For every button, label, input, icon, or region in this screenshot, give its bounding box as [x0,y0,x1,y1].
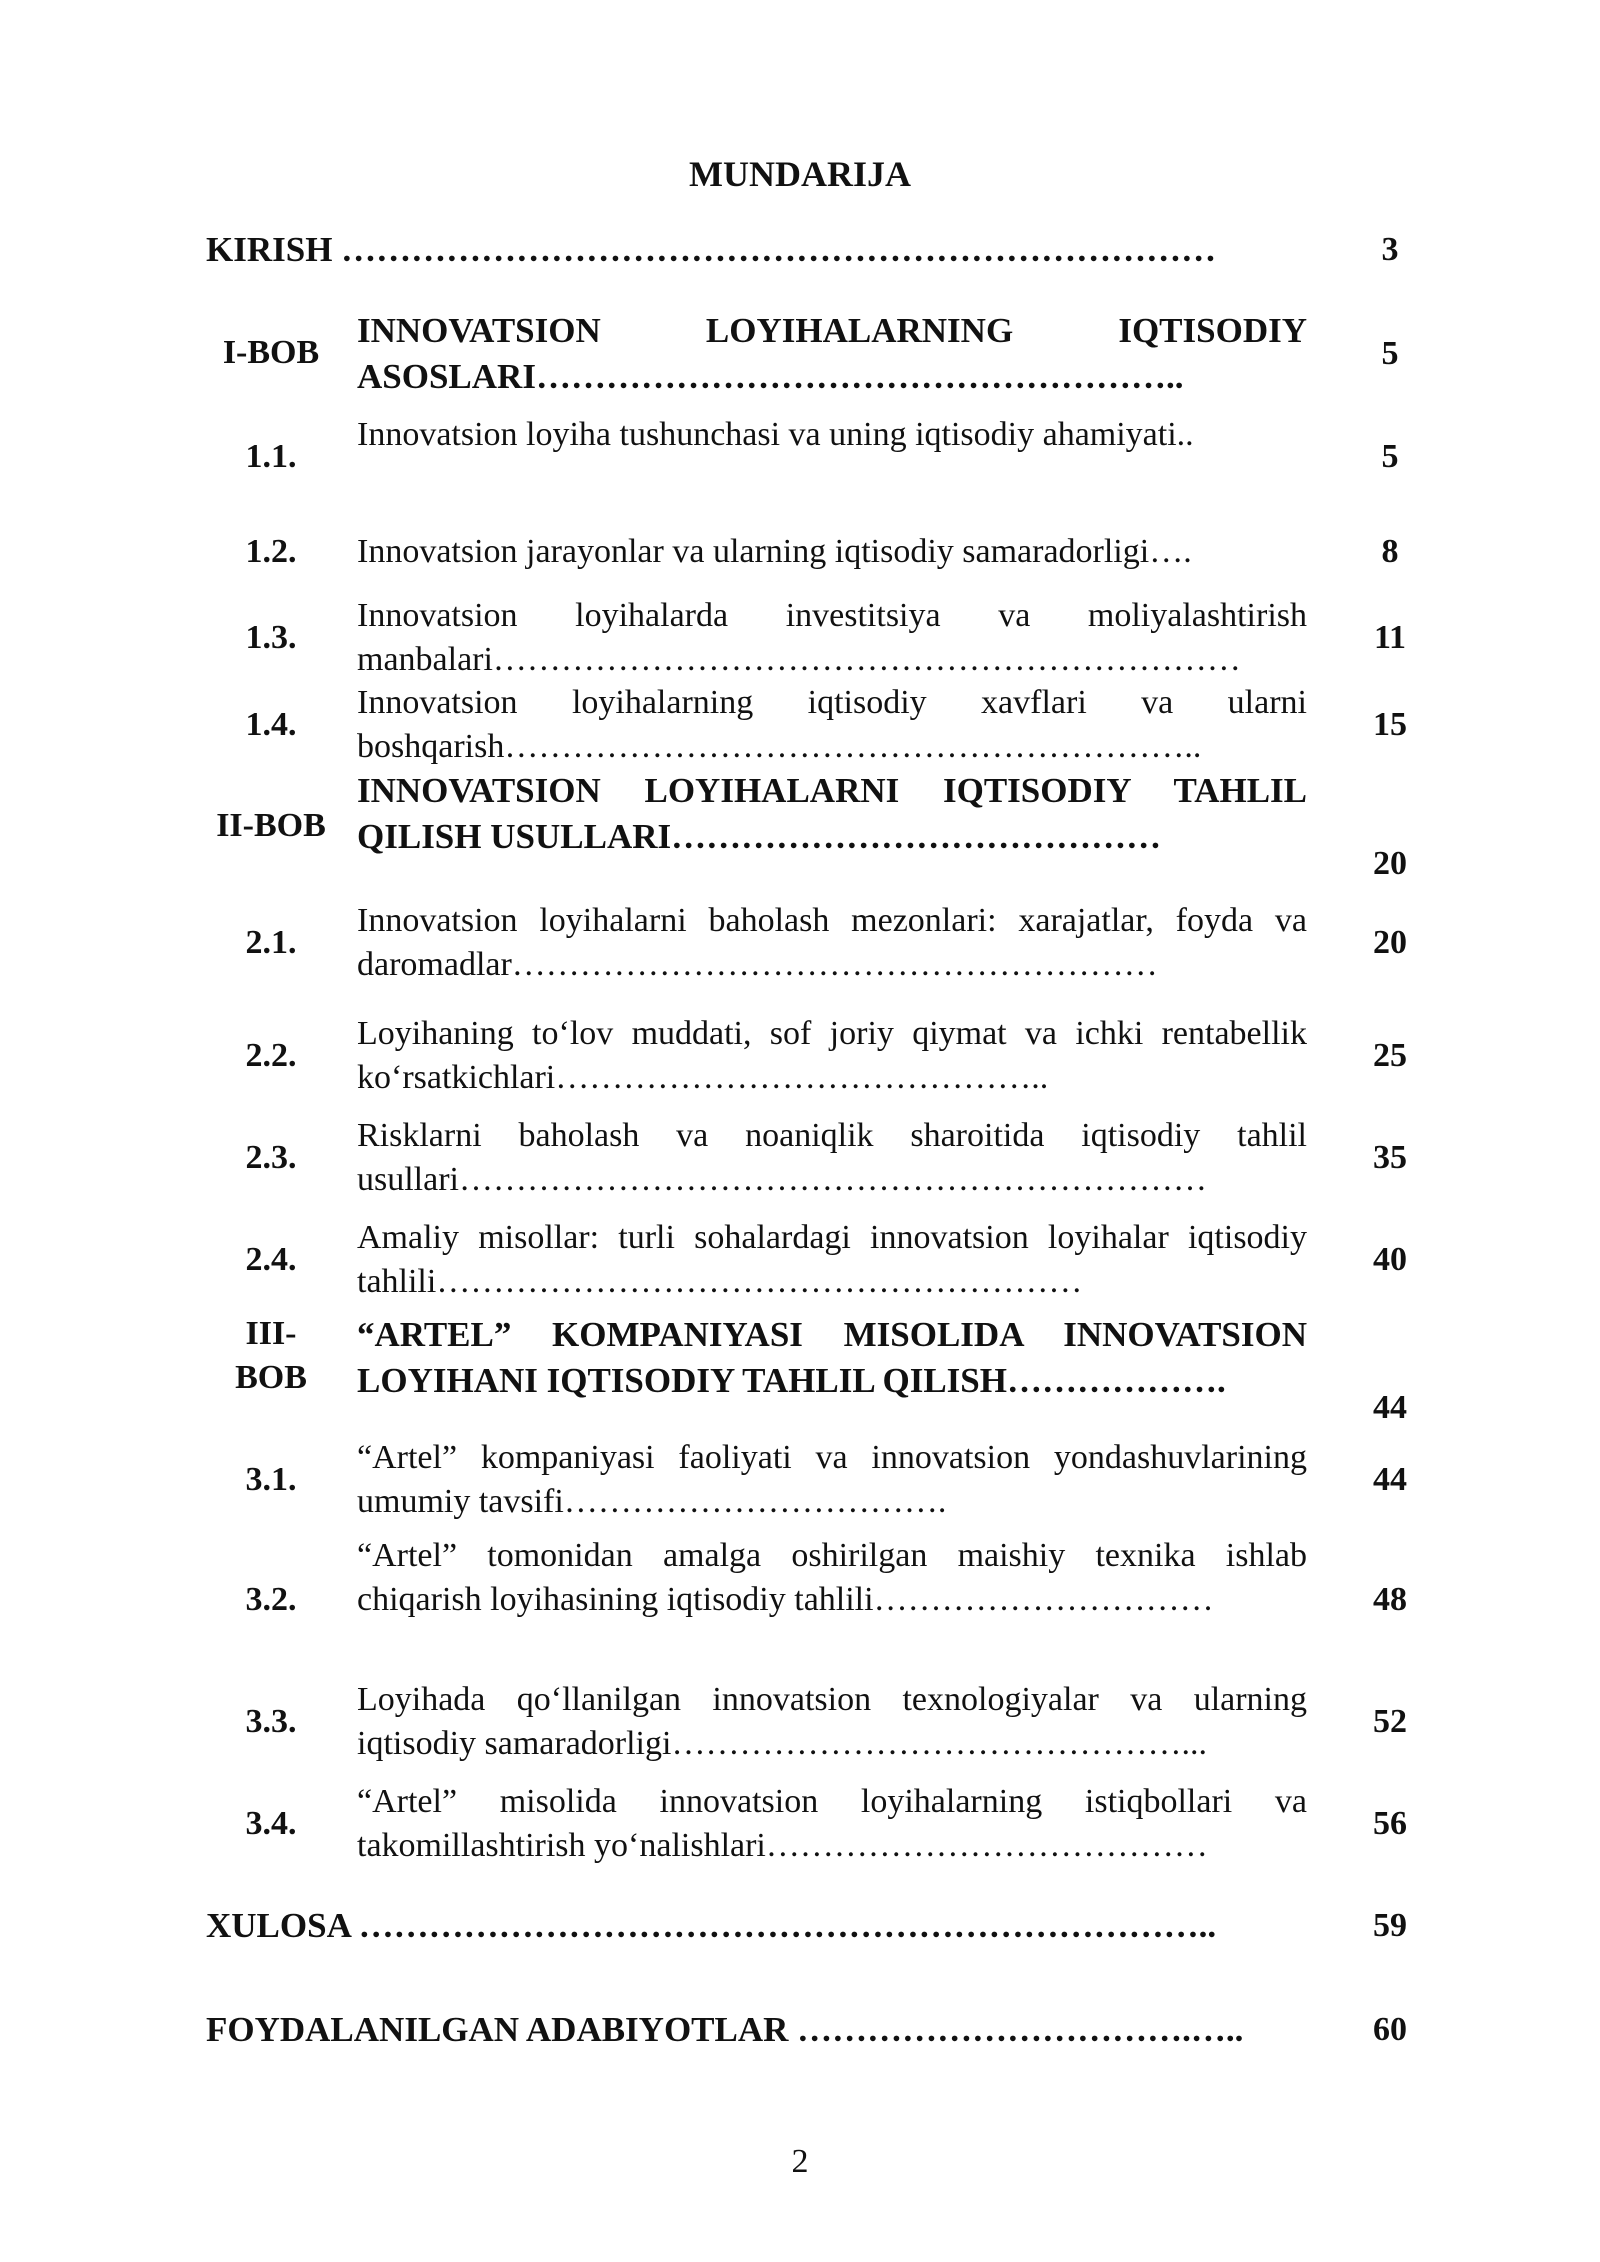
references-page: 60 [1373,2011,1407,2048]
intro-page: 3 [1381,231,1399,268]
section-page: 5 [1381,438,1399,475]
section-number: 3.3. [245,1703,297,1740]
toc-section-3-4[interactable] [0,1780,1600,1868]
section-number: 3.1. [245,1461,297,1498]
toc-section-3-1[interactable] [0,1436,1600,1524]
section-title: Innovatsion loyihalarni baholash mezonlari: xarajatlar, foyda va daromadlar………………………………………………… [357,902,1307,983]
toc-entry-references[interactable] [0,2008,1600,2052]
section-number: 2.3. [245,1139,297,1176]
conclusion-page: 59 [1373,1907,1407,1944]
section-title: “Artel” misolida innovatsion loyihalarning istiqbollari va takomillashtirish yo‘nalishlari………………………………… [357,1783,1307,1864]
section-title: Loyihada qo‘llanilgan innovatsion texnologiyalar va ularning iqtisodiy samaradorligi………………………………………... [357,1681,1307,1762]
chapter-number: I-BOB [222,334,320,371]
chapter-page: 5 [1381,335,1399,372]
section-number: 1.1. [245,438,297,475]
chapter-title: INNOVATSION LOYIHALARNING IQTISODIY ASOSLARI……………………………………………….. [357,311,1307,396]
section-number: 1.3. [245,619,297,656]
section-title: “Artel” tomonidan amalga oshirilgan maishiy texnika ishlab chiqarish loyihasining iqtisodiy tahlili………………………… [357,1537,1307,1618]
section-number: 1.4. [245,706,297,743]
section-title: Innovatsion loyihalarning iqtisodiy xavflari va ularni boshqarish…………………………………………………….. [357,684,1307,765]
section-title: Loyihaning to‘lov muddati, sof joriy qiymat va ichki rentabellik ko‘rsatkichlari…………………………………….. [357,1015,1307,1096]
toc-section-2-1[interactable] [0,899,1600,987]
section-title: Innovatsion jarayonlar va ularning iqtisodiy samaradorligi…. [357,533,1192,570]
toc-section-1-2[interactable] [0,530,1600,574]
section-number: 1.2. [245,533,297,570]
conclusion-label: XULOSA ……………………………………………………………….. [206,1906,1217,1945]
section-number: 2.4. [245,1241,297,1278]
section-page: 52 [1373,1703,1407,1740]
section-title: “Artel” kompaniyasi faoliyati va innovatsion yondashuvlarining umumiy tavsifi……………………………. [357,1439,1307,1520]
section-title: Amaliy misollar: turli sohalardagi innovatsion loyihalar iqtisodiy tahlili………………………………………………… [357,1219,1307,1300]
section-title: Risklarni baholash va noaniqlik sharoitida iqtisodiy tahlil usullari………………………………………………………… [357,1117,1307,1198]
section-page: 20 [1373,924,1407,961]
section-page: 44 [1373,1461,1407,1498]
intro-label: KIRISH ………………………………………………………………… [206,230,1217,269]
page-title: MUNDARIJA [689,154,911,194]
section-page: 25 [1373,1037,1407,1074]
toc-section-2-4[interactable] [0,1216,1600,1304]
toc-entry-conclusion[interactable] [0,1904,1600,1948]
section-page: 56 [1373,1805,1407,1842]
chapter-title: INNOVATSION LOYIHALARNI IQTISODIY TAHLIL QILISH USULLARI…………………………………… [357,771,1307,856]
section-title: Innovatsion loyiha tushunchasi va uning iqtisodiy ahamiyati.. [357,416,1194,453]
chapter-title: “ARTEL” KOMPANIYASI MISOLIDA INNOVATSION LOYIHANI IQTISODIY TAHLIL QILISH………………. [357,1315,1307,1400]
toc-section-3-2[interactable] [0,1534,1600,1666]
toc-section-1-3[interactable] [0,594,1600,682]
toc-chapter-2[interactable] [0,768,1600,888]
section-page: 48 [1373,1581,1407,1618]
section-page: 15 [1373,706,1407,743]
page-number: 2 [791,2143,809,2180]
section-number: 3.2. [245,1581,297,1618]
section-title: Innovatsion loyihalarda investitsiya va moliyalashtirish manbalari………………………………………………………… [357,597,1307,678]
section-page: 11 [1373,619,1407,656]
chapter-page: 44 [1373,1389,1407,1426]
section-page: 35 [1373,1139,1407,1176]
section-number: 3.4. [245,1805,297,1842]
toc-chapter-3[interactable] [0,1312,1600,1432]
section-number: 2.1. [245,924,297,961]
section-number: 2.2. [245,1037,297,1074]
toc-section-2-3[interactable] [0,1114,1600,1202]
chapter-number: II-BOB [216,807,326,844]
toc-section-1-1[interactable] [0,413,1600,501]
chapter-number: III-BOB [235,1315,307,1396]
references-label: FOYDALANILGAN ADABIYOTLAR …………………………….….. [206,2010,1244,2049]
toc-entry-intro[interactable] [0,228,1600,272]
section-page: 8 [1381,533,1399,570]
chapter-page: 20 [1373,845,1407,882]
section-page: 40 [1373,1241,1407,1278]
toc-section-1-4[interactable] [0,681,1600,769]
toc-section-3-3[interactable] [0,1678,1600,1766]
toc-chapter-1[interactable] [0,308,1600,400]
toc-section-2-2[interactable] [0,1012,1600,1100]
